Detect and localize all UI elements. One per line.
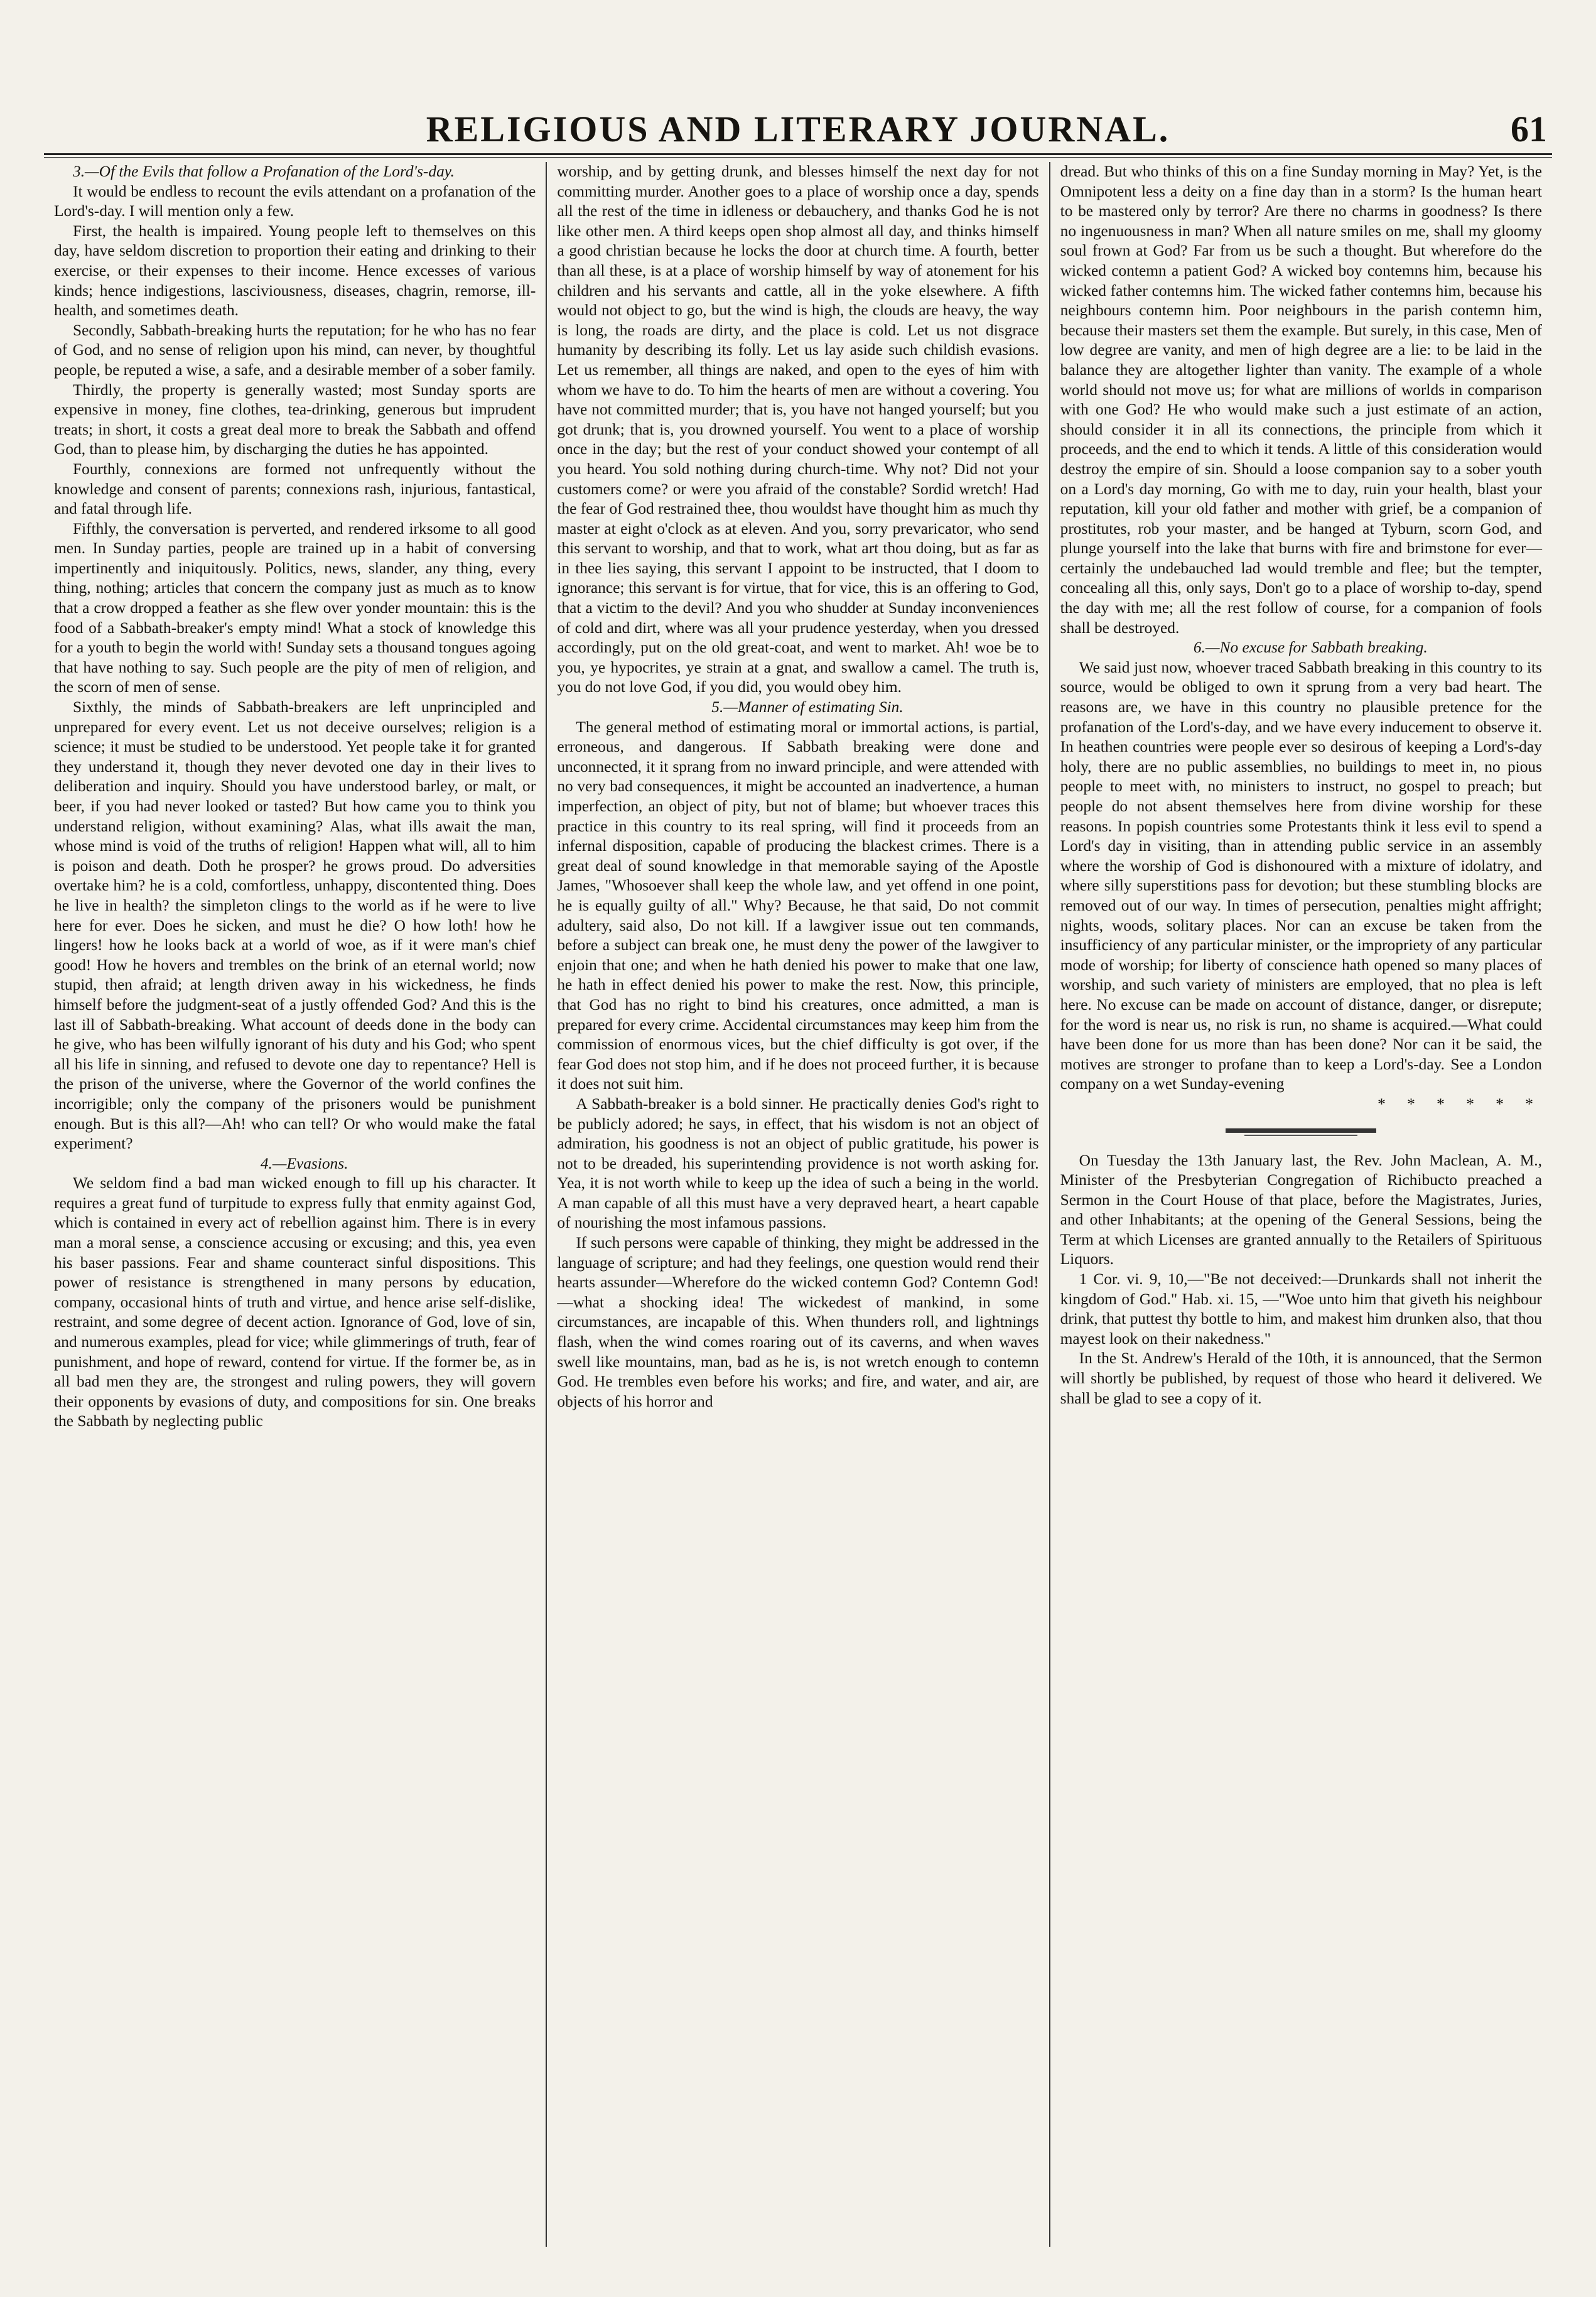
section-heading: 6.—No excuse for Sabbath breaking. [1193, 639, 1428, 657]
text-columns [44, 162, 1552, 2247]
divider-bar-thin [1244, 1135, 1357, 1136]
paragraph: The general method of estimating moral or immortal actions, is partial, erroneous, and dangerous. If Sabbath breaking were done and unconnected, it it sprang from no inward principle, and were attended with no very bad consequences, it might be accounted an inadvertence, a human imperfection, an object of pity, but not of blame; but whoever traces this practice in this country to its real spring, will find it proceeds from an infernal disposition, capable of producing the blackest crimes. There is a great deal of sound knowledge in that memorable saying of the Apostle James, "Whosoever shall keep the whole law, and yet offend in one point, he is equally guilty of all." Why? Because, he that said, Do not commit adultery, said also, Do not kill. If a lawgiver issue out ten commands, before a subject can break one, he must deny the power of the lawgiver to enjoin that one; and when he hath denied his power to make that one law, he hath in effect denied his power to make the rest. Now, this principle, that God has no right to bind his creatures, once admitted, a man is prepared for every crime. Accidental circumstances may keep him from the commission of enormous vices, but the chief difficulty is got over, if the fear God does not stop him, and if he does not proceed further, it is because it does not suit him. [557, 718, 1039, 1093]
paragraph: If such persons were capable of thinking, they might be addressed in the language of scripture; and had they feelings, one question would rend their hearts assunder—Wherefore do the wicked contemn God? Contemn God!—what a shocking idea! The wickedest of mankind, in some circumstances, are incapable of this. When thunders roll, and lightnings flash, when the wind comes roaring out of its caverns, and when waves swell like mountains, man, bad as he is, is not wretch enough to contemn God. He trembles even before his works; and fire, and water, and air, are objects of his horror and [557, 1234, 1039, 1410]
page-number: 61 [1511, 109, 1547, 149]
paragraph: It would be endless to recount the evils attendant on a profanation of the Lord's-day. I will mention only a few. [54, 182, 536, 220]
paragraph: Fourthly, connexions are formed not unfrequently without the knowledge and consent of parents; connexions rash, injurious, fantastical, and fatal through life. [54, 460, 536, 518]
paragraph: 1 Cor. vi. 9, 10,—"Be not deceived:—Drunkards shall not inherit the kingdom of God." Hab. xi. 15, —"Woe unto him that giveth his neighbour drink, that puttest thy bottle to him, and makest him drunken also, that thou mayest look on their nakedness." [1060, 1270, 1542, 1348]
paragraph: Sixthly, the minds of Sabbath-breakers are left unprincipled and unprepared for every event. Let us not deceive ourselves; religion is a science; it must be studied to be understood. Yet people take it for granted they understand it, though they never devoted one day in their lives to deliberation and inquiry. Should you have understood barley, or malt, or beer, if you had never looked or tasted? But how came you to think you understand religion, without examining? Alas, what ills await the man, whose mind is void of the truths of religion! Happen what will, all to him is poison and death. Doth he prosper? he grows proud. Do adversities overtake him? he is a cold, comfortless, unhappy, discontented thing. Does he live in health? the simpleton clings to the world as if he were to live here for ever. Does he sicken, and must he die? O how loth! how he lingers! how he looks back at a world of woe, as if it were man's chief good! How he hovers and trembles on the brink of an eternal world; now stupid, then afraid; at length driven away in his wickedness, he finds himself before the judgment-seat of a justly offended God? And this is the last ill of Sabbath-breaking. What account of deeds done in the body can he give, who has been wilfully ignorant of his duty and his God; who spent all his life in sinning, and refused to devote one day to repentance? Hell is the prison of the universe, where the Governor of the world confines the incorrigible; only the company of the prisoners would be punishment enough. But is this all?—Ah! who can tell? Or who would make the fatal experiment? [54, 698, 536, 1153]
paragraph: On Tuesday the 13th January last, the Rev. John Maclean, A. M., Minister of the Presbyterian Congregation of Richibucto preached a Sermon in the Court House of that place, before the Magistrates, Juries, and other Inhabitants; at the opening of the General Sessions, being the Term at which Licenses are granted annually to the Retailers of Spirituous Liquors. [1060, 1151, 1542, 1268]
masthead [44, 108, 1552, 153]
section-heading: 3.—Of the Evils that follow a Profanation of the Lord's-day. [73, 163, 455, 180]
divider-bar [1226, 1128, 1376, 1133]
paragraph: Fifthly, the conversation is perverted, and rendered irksome to all good men. In Sunday parties, people are trained up in a habit of conversing impertinently and iniquitously. Politics, news, slander, any thing, every thing, nothing; articles that concern the company just as much as to know that a crow dropped a feather as she flew over yonder mountain: this is the food of a Sabbath-breaker's empty mind! What a stock of knowledge this for a youth to begin the world with! Sunday sets a thousand tongues agoing that have nothing to say. Such people are the pity of men of religion, and the scorn of men of sense. [54, 519, 536, 696]
section-heading: 4.—Evasions. [260, 1154, 348, 1172]
paragraph: A Sabbath-breaker is a bold sinner. He practically denies God's right to be publicly adored; he says, in effect, that his wisdom is not an object of admiration, his goodness is not an object of public gratitude, his power is not to be dreaded, his superintending providence is not worth asking for. Yea, it is not worth while to keep up the idea of such a being in the world. A man capable of all this must have a very depraved heart, a heart capable of nourishing the most infamous passions. [557, 1094, 1039, 1232]
paragraph: worship, and by getting drunk, and blesses himself the next day for not committing murder. Another goes to a place of worship once a day, spends all the rest of the time in idleness or debauchery, and thanks God he is not like other men. A third keeps open shop almost all day, and thinks himself a good christian because he locks the door at church time. A fourth, better than all these, is at a place of worship himself by way of atonement for his children and his servants and cattle, all in the yoke elsewhere. A fifth would not object to go, but the wind is high, the clouds are heavy, the way is long, the roads are dirty, and the place is cold. Let us not disgrace humanity by describing its folly. Let us lay aside such childish evasions. Let us remember, all things are naked, and open to the eyes of him with whom we have to do. To him the hearts of men are without a covering. You have not committed murder; that is, you have not hanged yourself; but you got drunk; that is, you drowned yourself. You went to a place of worship once in the day; but the rest of your conduct showed your contempt of all you heard. You sold nothing during church-time. Why not? Did not your customers come? or were you afraid of the constable? Sordid wretch! Had the fear of God restrained thee, thou wouldst have thought him as much thy master at eight o'clock as at eleven. And you, sorry prevaricator, who send this servant to worship, and that to work, what art thou doing, but as far as in thee lies saying, this servant I appoint to be instructed, that I doom to ignorance; this servant is for virtue, that for vice, this is an offering to God, that a victim to the devil? And you who shudder at Sunday inconveniences of cold and dirt, where was all your prudence yesterday, when you dressed accordingly, put on the old great-coat, and went to market. Ah! woe be to you, ye hypocrites, ye strain at a gnat, and swallow a camel. The truth is, you do not love God, if you did, you would obey him. [557, 163, 1039, 696]
column-2 [546, 162, 1049, 2247]
paragraph: dread. But who thinks of this on a fine Sunday morning in May? Yet, is the Omnipotent less a deity on a fine day than in a storm? Is the human heart to be mastered only by terror? Are there no charms in goodness? Is there no ingenuousness in man? When all nature smiles on me, shall my gloomy soul frown at God? Far from us be such a thought. But wherefore do the wicked contemn a patient God? A wicked boy contemns him, because his wicked father contemns him. The wicked father contemns him, because his neighbours contemn him. Poor neighbours in the parish contemn him, because their masters set them the example. But surely, in this case, Men of low degree are vanity, and men of high degree are a lie: to be laid in the balance they are altogether lighter than vanity. The example of a whole world should not move us; for what are millions of worlds in comparison with one God? He who would make such a just estimate of an action, should consider it in all its connections, the principle from which it proceeds, and the end to which it tends. A little of this consideration would destroy the empire of sin. Should a loose companion say to a sober youth on a Lord's day morning, Go with me to day, ruin your health, blast your reputation, kill your old father and mother with grief, be a companion of prostitutes, rob your master, and be hanged at Tyburn, scorn God, and plunge yourself into the lake that burns with fire and brimstone for ever—certainly the undebauched lad would tremble and flee; but the tempter, concealing all this, only says, Don't go to a place of worship to-day, spend the day with me; all the rest follow of course, for a companion of fools shall be destroyed. [1060, 163, 1542, 637]
section-divider [1060, 1128, 1542, 1136]
paragraph: Thirdly, the property is generally wasted; most Sunday sports are expensive in money, fine clothes, tea-drinking, generous but imprudent treats; in short, it costs a great deal more to break the Sabbath and offend God, than to please him, by discharging the duties he has appointed. [54, 381, 536, 458]
column-3 [1049, 162, 1552, 2247]
header-rule [44, 153, 1552, 155]
paragraph: We said just now, whoever traced Sabbath breaking in this country to its source, would be obliged to own it sprung from a very bad heart. The reasons are, we have in this country no plausible pretence for the profanation of the Lord's-day, and we have every inducement to observe it. In heathen countries were people ever so desirous of keeping a Lord's-day holy, there are no public assemblies, no buildings to meet in, no pious people to meet with, no ministers to instruct, no gospel to preach; but people do not absent themselves here from divine worship for these reasons. In popish countries some Protestants think it less evil to spend a Lord's day in visiting, than in attending public service in an assembly where the worship of God is dishonoured with a mixture of idolatry, and where silly superstitions pass for devotion; but these stumbling blocks are removed out of our way. In times of persecution, penalties might affright; nights, woods, solitary places. Nor can an excuse be taken from the insufficiency of any particular minister, or the impropriety of any particular mode of worship; for liberty of conscience hath opened so many places of worship, and such variety of ministers are employed, that no plea is left here. No excuse can be made on account of distance, danger, or disrepute; for the word is near us, no risk is run, no shame is acquired.—What could have been done for us more than has been done? Nor can it be said, the motives are stronger to profane than to keep a Lord's-day. See a London company on a wet Sunday-evening [1060, 658, 1542, 1093]
asterisk-break: * * * * * * [1378, 1094, 1542, 1113]
paragraph: In the St. Andrew's Herald of the 10th, it is announced, that the Sermon will shortly be published, by request of those who heard it delivered. We shall be glad to see a copy of it. [1060, 1349, 1542, 1407]
journal-title: RELIGIOUS AND LITERARY JOURNAL. [426, 109, 1170, 149]
paragraph: Secondly, Sabbath-breaking hurts the reputation; for he who has no fear of God, and no sense of religion upon his mind, can never, by thoughtful people, be reputed a wise, a safe, and a desirable member of a sober family. [54, 321, 536, 379]
section-heading: 5.—Manner of estimating Sin. [711, 698, 903, 716]
column-1 [44, 162, 546, 2247]
paragraph: We seldom find a bad man wicked enough to fill up his character. It requires a great fund of turpitude to express fully that enmity against God, which is contained in every act of rebellion against him. There is in every man a moral sense, a conscience accusing or excusing; and this, yea even his baser passions. Fear and shame counteract sinful dispositions. This power of resistance is strengthened in many persons by education, company, occasional hints of truth and virtue, and hence arise self-dislike, restraint, and some degree of decent action. Ignorance of God, love of sin, and numerous examples, plead for vice; while glimmerings of truth, fear of punishment, and hope of reward, contend for virtue. If the former be, as in all bad men they are, the strongest and ruling powers, they will govern their opponents by evasions of duty, and compositions for sin. One breaks the Sabbath by neglecting public [54, 1174, 536, 1430]
header-rule-thin [44, 157, 1552, 158]
paragraph: First, the health is impaired. Young people left to themselves on this day, have seldom discretion to proportion their eating and drinking to their exercise, or their expenses to their income. Hence excesses of various kinds; hence indigestions, lasciviousness, diseases, chagrin, remorse, ill-health, and sometimes death. [54, 222, 536, 320]
